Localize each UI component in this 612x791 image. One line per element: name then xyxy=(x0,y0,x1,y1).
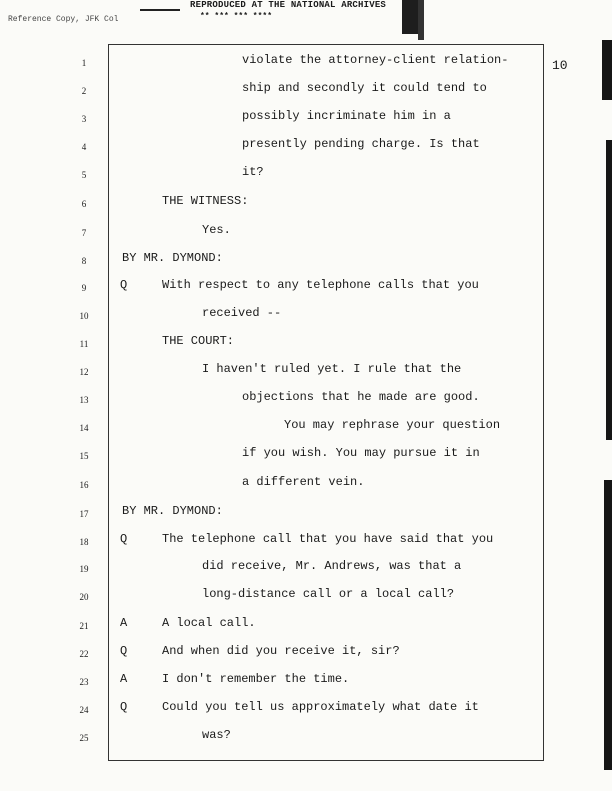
transcript-line xyxy=(0,586,612,614)
page-number: 10 xyxy=(552,58,568,73)
header-rule xyxy=(140,9,180,11)
line-text: did receive, Mr. Andrews, was that a xyxy=(202,559,462,573)
transcript-line xyxy=(0,643,612,671)
line-text: And when did you receive it, sir? xyxy=(162,644,400,658)
line-text: With respect to any telephone calls that you xyxy=(162,278,479,292)
line-number: 24 xyxy=(79,705,89,715)
transcript-line xyxy=(0,558,612,586)
transcript-line xyxy=(0,671,612,699)
transcript-line xyxy=(0,250,612,278)
line-text: The telephone call that you have said that you xyxy=(162,532,494,546)
line-number: 20 xyxy=(79,592,89,602)
line-number: 4 xyxy=(81,142,87,152)
line-text: if you wish. You may pursue it in xyxy=(242,446,480,460)
line-number: 17 xyxy=(79,509,89,519)
qa-marker: Q xyxy=(120,644,128,658)
line-text: possibly incriminate him in a xyxy=(242,109,451,123)
qa-marker: A xyxy=(120,672,128,686)
line-number: 5 xyxy=(81,170,87,180)
line-text: THE WITNESS: xyxy=(162,194,249,208)
line-text: ship and secondly it could tend to xyxy=(242,81,487,95)
transcript-line xyxy=(0,333,612,361)
line-text: a different vein. xyxy=(242,475,365,489)
line-text: Could you tell us approximately what date it xyxy=(162,700,479,714)
line-number: 13 xyxy=(79,395,89,405)
line-text: Yes. xyxy=(202,223,231,237)
transcript-line xyxy=(0,474,612,502)
line-number: 18 xyxy=(79,537,89,547)
line-text: I don't remember the time. xyxy=(162,672,350,686)
transcript-line xyxy=(0,361,612,389)
transcript-line xyxy=(0,52,612,80)
transcript-line xyxy=(0,193,612,221)
line-number: 1 xyxy=(81,58,87,68)
transcript-line xyxy=(0,108,612,136)
line-number: 9 xyxy=(81,283,87,293)
transcript-line xyxy=(0,727,612,755)
line-number: 8 xyxy=(81,256,87,266)
transcript-line xyxy=(0,615,612,643)
transcript-line xyxy=(0,445,612,473)
line-text: THE COURT: xyxy=(162,334,235,348)
transcript-line xyxy=(0,277,612,305)
line-text: received -- xyxy=(202,306,282,320)
line-number: 3 xyxy=(81,114,87,124)
transcript-line xyxy=(0,164,612,192)
line-text: BY MR. DYMOND: xyxy=(122,504,223,518)
line-text: I haven't ruled yet. I rule that the xyxy=(202,362,462,376)
line-text: it? xyxy=(242,165,264,179)
transcript-line xyxy=(0,389,612,417)
transcript-line xyxy=(0,699,612,727)
archive-stamp: REPRODUCED AT THE NATIONAL ARCHIVES xyxy=(190,0,387,10)
line-number: 2 xyxy=(81,86,87,96)
line-text: A local call. xyxy=(162,616,256,630)
line-number: 21 xyxy=(79,621,89,631)
line-text: presently pending charge. Is that xyxy=(242,137,480,151)
line-text: You may rephrase your question xyxy=(284,418,501,432)
qa-marker: Q xyxy=(120,278,128,292)
transcript-line xyxy=(0,503,612,531)
transcript-line xyxy=(0,136,612,164)
line-text: long-distance call or a local call? xyxy=(202,587,455,601)
line-number: 23 xyxy=(79,677,89,687)
line-number: 22 xyxy=(79,649,89,659)
line-number: 19 xyxy=(79,564,89,574)
line-number: 14 xyxy=(79,423,89,433)
line-text: violate the attorney-client relation- xyxy=(242,53,509,67)
line-number: 16 xyxy=(79,480,89,490)
line-number: 6 xyxy=(81,199,87,209)
qa-marker: Q xyxy=(120,700,128,714)
line-number: 15 xyxy=(79,451,89,461)
transcript-line xyxy=(0,222,612,250)
transcript-line xyxy=(0,417,612,445)
reference-copy-label: Reference Copy, JFK Col xyxy=(8,15,119,24)
line-text: BY MR. DYMOND: xyxy=(122,251,223,265)
line-number: 25 xyxy=(79,733,89,743)
line-number: 11 xyxy=(79,339,89,349)
line-number: 12 xyxy=(79,367,89,377)
transcript-line xyxy=(0,531,612,559)
qa-marker: Q xyxy=(120,532,128,546)
scan-edge-bar-secondary xyxy=(418,0,424,40)
line-number: 7 xyxy=(81,228,87,238)
line-text: objections that he made are good. xyxy=(242,390,480,404)
qa-marker: A xyxy=(120,616,128,630)
line-number: 10 xyxy=(79,311,89,321)
transcript-line xyxy=(0,80,612,108)
archive-sub-stamp: ** *** *** **** xyxy=(200,12,273,21)
transcript-line xyxy=(0,305,612,333)
line-text: was? xyxy=(202,728,231,742)
